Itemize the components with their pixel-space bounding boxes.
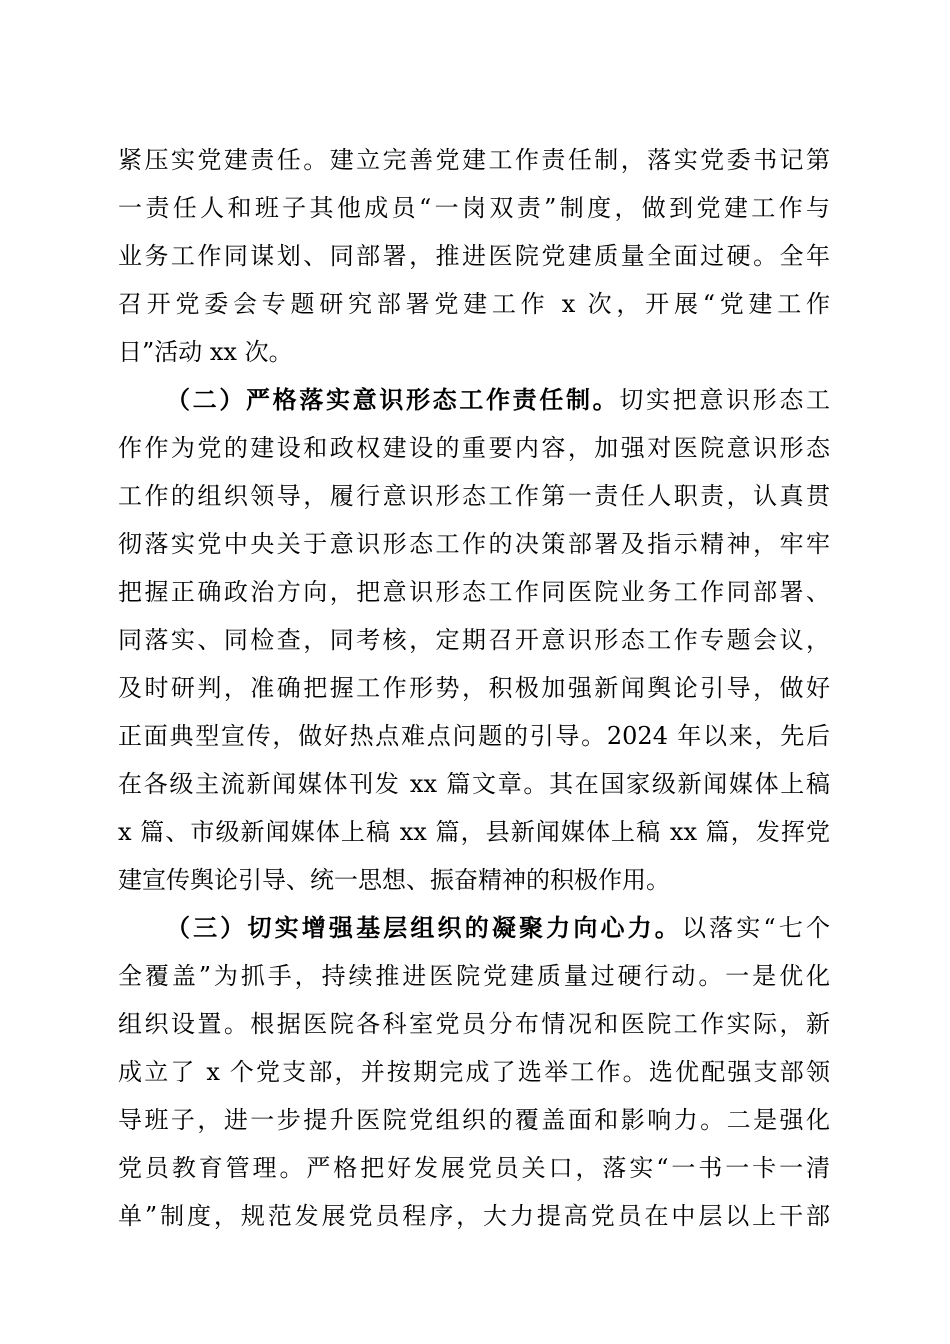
section-heading: （三）切实增强基层组织的凝聚力向心力。 <box>166 913 682 942</box>
text-line: 把握正确政治方向，把意识形态工作同医院业务工作同部署、 <box>118 578 830 606</box>
text-line: 建宣传舆论引导、统一思想、振奋精神的积极作用。 <box>118 866 670 894</box>
text-line: 彻落实党中央关于意识形态工作的决策部署及指示精神，牢牢 <box>118 530 830 558</box>
text-line: 及时研判，准确把握工作形势，积极加强新闻舆论引导，做好 <box>118 674 830 702</box>
text-span: 以落实“七个 <box>681 914 830 942</box>
text-span: 切实把意识形态工 <box>619 386 831 414</box>
text-line: 导班子，进一步提升医院党组织的覆盖面和影响力。二是强化 <box>118 1106 830 1134</box>
text-line: 组织设置。根据医院各科室党员分布情况和医院工作实际，新 <box>118 1010 830 1038</box>
section-heading: （二）严格落实意识形态工作责任制。 <box>166 385 620 414</box>
text-line: 在各级主流新闻媒体刊发 xx 篇文章。其在国家级新闻媒体上稿 <box>118 770 830 798</box>
paragraph-first-line <box>166 378 830 422</box>
text-line: x 篇、市级新闻媒体上稿 xx 篇，县新闻媒体上稿 xx 篇，发挥党 <box>118 818 830 846</box>
text-line: 全覆盖”为抓手，持续推进医院党建质量过硬行动。一是优化 <box>118 962 830 990</box>
text-line: 工作的组织领导，履行意识形态工作第一责任人职责，认真贯 <box>118 482 830 510</box>
text-line: 召开党委会专题研究部署党建工作 x 次，开展“党建工作 <box>118 290 830 318</box>
text-line: 日”活动 xx 次。 <box>118 338 293 366</box>
text-line: 成立了 x 个党支部，并按期完成了选举工作。选优配强支部领 <box>118 1058 830 1086</box>
text-line: 单”制度，规范发展党员程序，大力提高党员在中层以上干部 <box>118 1202 830 1230</box>
paragraph-first-line <box>166 906 830 950</box>
text-line: 一责任人和班子其他成员“一岗双责”制度，做到党建工作与 <box>118 194 830 222</box>
text-line: 党员教育管理。严格把好发展党员关口，落实“一书一卡一清 <box>118 1154 830 1182</box>
text-line: 业务工作同谋划、同部署，推进医院党建质量全面过硬。全年 <box>118 242 830 270</box>
text-line: 作作为党的建设和政权建设的重要内容，加强对医院意识形态 <box>118 434 830 462</box>
text-line: 同落实、同检查，同考核，定期召开意识形态工作专题会议， <box>118 626 830 654</box>
text-line: 紧压实党建责任。建立完善党建工作责任制，落实党委书记第 <box>118 146 830 174</box>
text-line: 正面典型宣传，做好热点难点问题的引导。2024 年以来，先后 <box>118 722 830 750</box>
